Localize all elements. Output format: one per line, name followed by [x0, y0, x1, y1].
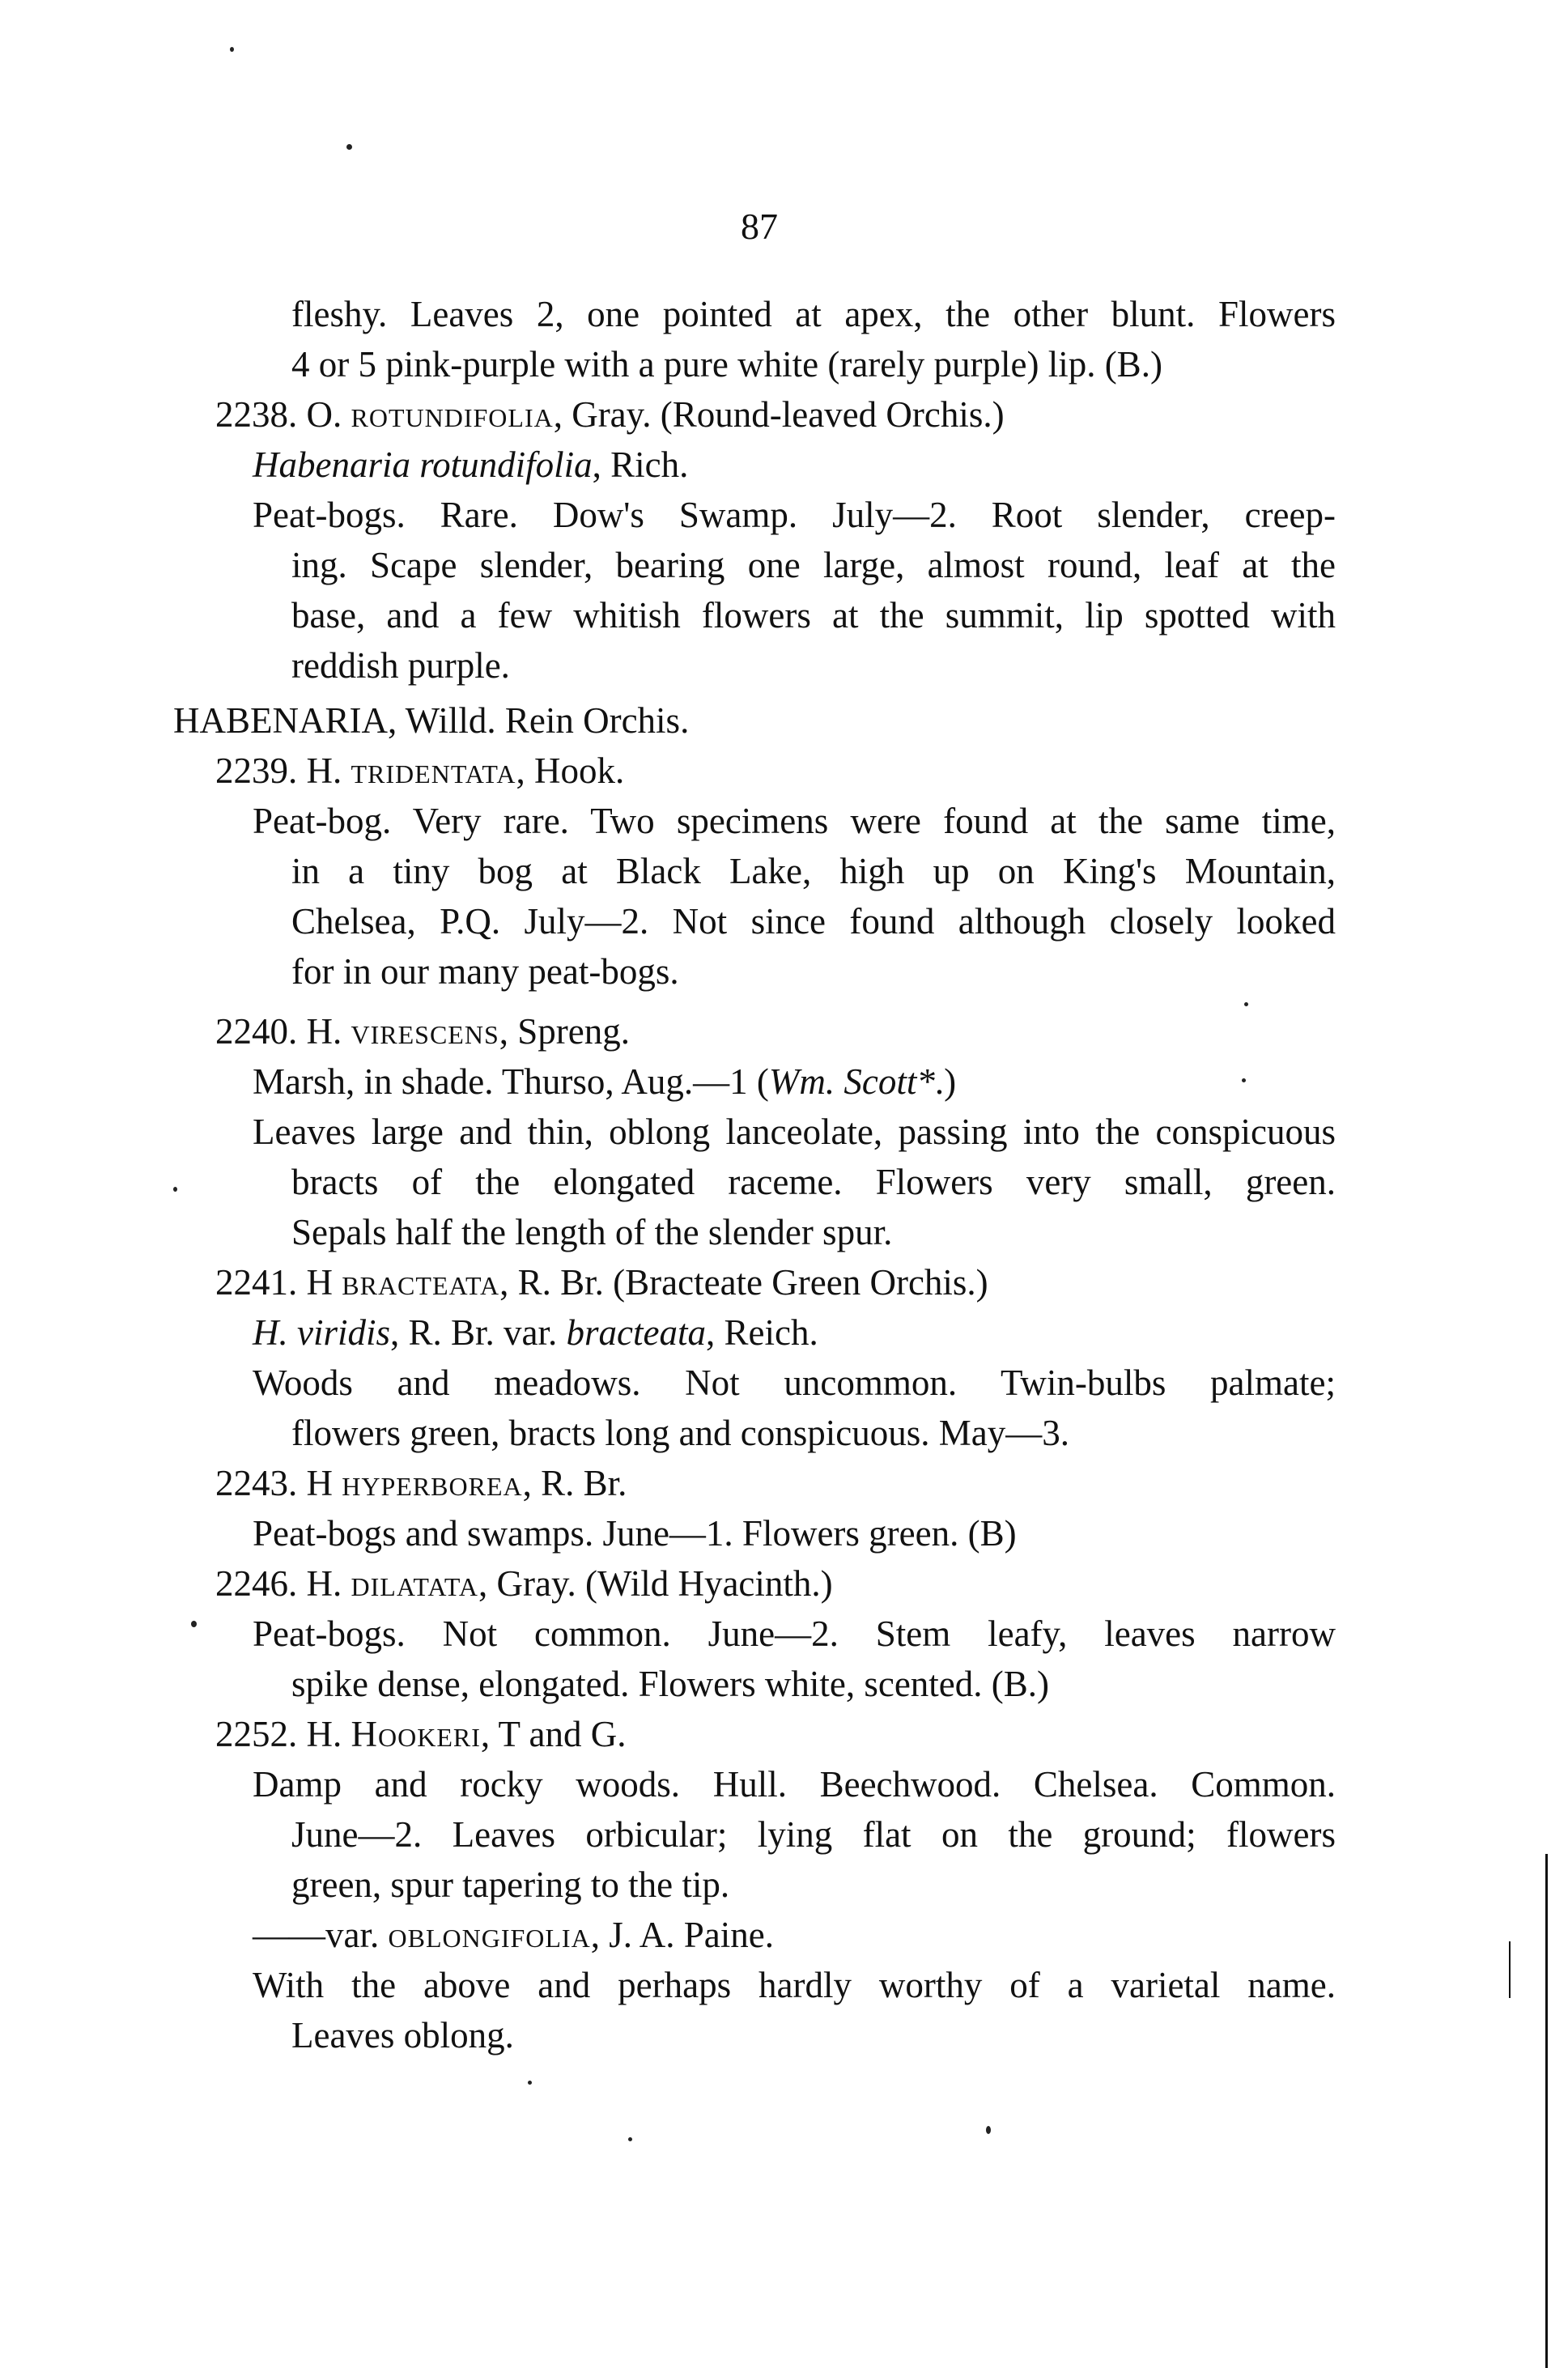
- species-entry-2241: [215, 1258, 988, 1307]
- synonym-name: H. viridis: [253, 1312, 391, 1353]
- species-name: rotundifolia: [351, 394, 554, 435]
- text-line: [253, 1057, 956, 1106]
- variety-name: bracteata: [566, 1312, 706, 1353]
- entry-number: 2238. O.: [215, 394, 351, 435]
- text-line: Peat-bogs. Not common. June—2. Stem leafy, leaves narrow: [253, 1613, 1336, 1654]
- text-line: With the above and perhaps hardly worthy of a varietal name.: [253, 1965, 1336, 2005]
- text-segment: Marsh, in shade. Thurso, Aug.—1 (: [253, 1061, 769, 1102]
- text-line: for in our many peat-bogs.: [291, 951, 679, 992]
- entry-number: 2241. H: [215, 1262, 342, 1303]
- entry-number: 2240. H.: [215, 1011, 351, 1052]
- species-entry-2239: [215, 746, 624, 795]
- species-name: bracteata: [342, 1262, 500, 1303]
- speck-mark: [528, 2081, 532, 2085]
- entry-rest: , Hook.: [516, 750, 625, 791]
- entry-number: 2246. H.: [215, 1563, 351, 1604]
- entry-number: ——var.: [253, 1915, 389, 1955]
- text-line: Woods and meadows. Not uncommon. Twin-bulbs palmate;: [253, 1363, 1336, 1403]
- speck-mark: [1242, 1078, 1246, 1082]
- species-entry-2246: [215, 1559, 833, 1608]
- synonym-line: [253, 1308, 818, 1357]
- collector-name: Wm. Scott*: [768, 1061, 935, 1102]
- entry-number: 2243. H: [215, 1463, 342, 1503]
- synonym-author: , Rich.: [592, 444, 689, 485]
- text-line: base, and a few whitish flowers at the summit, lip spotted with: [291, 595, 1336, 636]
- species-name: hyperborea: [342, 1463, 523, 1503]
- text-line: Peat-bog. Very rare. Two specimens were found at the same time,: [253, 801, 1336, 841]
- margin-rule: [1545, 1854, 1548, 2368]
- synonym-line: [253, 440, 688, 489]
- speck-mark: [628, 2137, 632, 2141]
- entry-rest: , Spreng.: [499, 1011, 630, 1052]
- text-line: 4 or 5 pink-purple with a pure white (rarely purple) lip. (B.): [291, 344, 1162, 385]
- species-name: dilatata: [351, 1563, 479, 1604]
- text-line: green, spur tapering to the tip.: [291, 1864, 730, 1905]
- speck-mark: [230, 47, 234, 52]
- speck-mark: [191, 1621, 197, 1627]
- variety-name: oblongifolia: [388, 1915, 591, 1955]
- synonym-name: Habenaria rotundifolia: [253, 444, 593, 485]
- entry-rest: , Gray. (Round-leaved Orchis.): [553, 394, 1005, 435]
- text-segment: , R. Br. var.: [390, 1312, 567, 1353]
- text-line: fleshy. Leaves 2, one pointed at apex, the other blunt. Flowers: [291, 294, 1336, 334]
- genus-heading: HABENARIA, Willd. Rein Orchis.: [173, 700, 690, 741]
- text-line: Sepals half the length of the slender spur.: [291, 1212, 893, 1252]
- variety-entry: [253, 1911, 774, 1959]
- synonym-author: , Reich.: [706, 1312, 818, 1353]
- text-line: in a tiny bog at Black Lake, high up on King's Mountain,: [291, 851, 1336, 891]
- species-entry-2252: [215, 1710, 626, 1758]
- entry-number: 2239. H.: [215, 750, 351, 791]
- entry-rest: , J. A. Paine.: [590, 1915, 774, 1955]
- speck-mark: [1244, 1002, 1248, 1006]
- text-segment: .): [934, 1061, 957, 1102]
- speck-mark: [173, 1187, 177, 1192]
- entry-rest: , Gray. (Wild Hyacinth.): [478, 1563, 833, 1604]
- speck-mark: [986, 2126, 991, 2134]
- text-line: reddish purple.: [291, 645, 510, 686]
- text-line: Peat-bogs and swamps. June—1. Flowers green. (B): [253, 1513, 1017, 1554]
- species-entry-2238: [215, 390, 1005, 439]
- entry-number: 2252. H.: [215, 1714, 351, 1754]
- species-name: tridentata: [351, 750, 516, 791]
- margin-rule: [1509, 1941, 1511, 1998]
- page-number: 87: [741, 206, 778, 247]
- text-line: Peat-bogs. Rare. Dow's Swamp. July—2. Root slender, creep-: [253, 495, 1336, 535]
- entry-rest: , R. Br. (Bracteate Green Orchis.): [499, 1262, 988, 1303]
- text-line: Leaves oblong.: [291, 2015, 514, 2056]
- text-line: spike dense, elongated. Flowers white, scented. (B.): [291, 1664, 1050, 1704]
- text-line: flowers green, bracts long and conspicuous. May—3.: [291, 1413, 1070, 1453]
- speck-mark: [346, 144, 352, 150]
- text-line: June—2. Leaves orbicular; lying flat on the ground; flowers: [291, 1814, 1336, 1855]
- species-entry-2243: [215, 1459, 627, 1507]
- text-line: ing. Scape slender, bearing one large, almost round, leaf at the: [291, 545, 1336, 585]
- species-name: Hookeri: [351, 1714, 481, 1754]
- species-name: virescens: [351, 1011, 499, 1052]
- text-line: Chelsea, P.Q. July—2. Not since found although closely looked: [291, 901, 1336, 942]
- species-entry-2240: [215, 1007, 630, 1056]
- entry-rest: , T and G.: [480, 1714, 627, 1754]
- entry-rest: , R. Br.: [522, 1463, 627, 1503]
- text-line: Leaves large and thin, oblong lanceolate, passing into the conspicuous: [253, 1112, 1336, 1152]
- text-line: Damp and rocky woods. Hull. Beechwood. Chelsea. Common.: [253, 1764, 1336, 1805]
- text-line: bracts of the elongated raceme. Flowers very small, green.: [291, 1162, 1336, 1202]
